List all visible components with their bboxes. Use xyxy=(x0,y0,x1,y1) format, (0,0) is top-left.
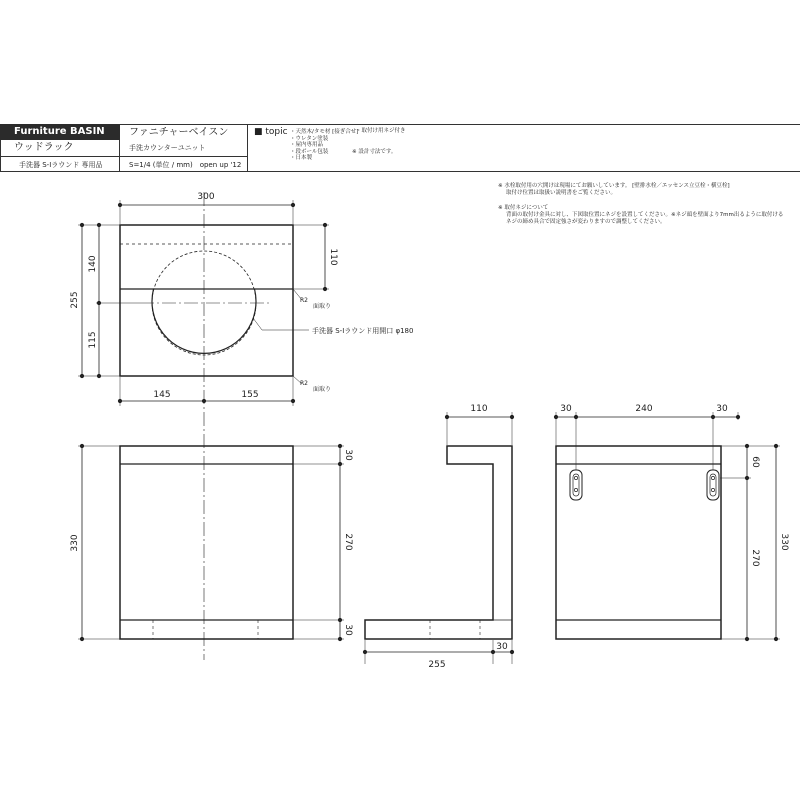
mount-bracket-left xyxy=(570,470,582,500)
note-line: ※ 取付ネジについて xyxy=(498,205,549,211)
dim-top-width: 300 xyxy=(197,192,215,202)
chamfer-label: 面取り xyxy=(313,303,332,310)
topic-heading: ■ topic xyxy=(254,127,288,137)
brand-label: Furniture BASIN xyxy=(0,124,120,140)
dim-top-lower: 115 xyxy=(88,331,98,349)
note-line: ネジの締め具合で固定強さが変わりますので調整してください。 xyxy=(506,219,666,225)
topic-item: ・ウレタン塗装 xyxy=(290,135,329,142)
r2-label: R2 xyxy=(300,297,308,304)
product-name: ウッドラック xyxy=(0,140,120,156)
note-line: ※ 水栓取付用の穴開けは現場にてお願いしています。 [壁排水栓／エッセンス立豆栓・横豆栓] xyxy=(498,183,730,189)
dim-back-270: 270 xyxy=(750,549,760,567)
dim-top-upper: 140 xyxy=(88,255,98,273)
opening-label: 手洗器 S-Iラウンド用開口 φ180 xyxy=(312,327,414,335)
note-line: 取付け位置は取扱い説明書をご覧ください。 xyxy=(506,190,617,196)
dim-top-right: 110 xyxy=(328,248,338,266)
topic-note-screws: ・取付け用ネジ付き xyxy=(356,128,406,134)
topic-item: ・日本製 xyxy=(290,155,313,162)
dim-back-mid: 240 xyxy=(635,404,653,414)
r2-label: R2 xyxy=(300,380,308,387)
topic-item: ・天然木/タモ材 [接ぎ合せ] xyxy=(290,129,359,135)
dim-bottom-right: 155 xyxy=(241,390,259,400)
dim-front-mid: 270 xyxy=(343,533,353,551)
topic-item: ・段ボール包装 xyxy=(290,148,329,155)
dim-top-height: 255 xyxy=(70,291,80,309)
back-outline xyxy=(556,446,721,639)
dim-front-height: 330 xyxy=(70,534,80,552)
back-view xyxy=(554,404,789,641)
note-line: 背面の取付け金具に対し、下図取位置にネジを設置してください。※ネジ頭を壁面より7mm出るように取付ける xyxy=(506,212,784,218)
top-view xyxy=(70,192,413,660)
product-subtitle: 手洗カウンターユニット xyxy=(120,140,248,156)
dim-side-thick: 30 xyxy=(496,642,508,652)
dim-back-60: 60 xyxy=(750,456,760,468)
dim-side-bottom: 255 xyxy=(428,660,446,670)
chamfer-label: 面取り xyxy=(313,386,332,393)
topic-label-text: topic xyxy=(265,127,288,137)
compat-label: 手洗器 S-Iラウンド 専用品 xyxy=(0,156,120,172)
front-view xyxy=(70,444,353,640)
side-outline xyxy=(365,446,512,639)
topic-item: ・屋内専用品 xyxy=(290,142,324,149)
dim-back-330: 330 xyxy=(779,533,789,551)
mount-bracket-right xyxy=(707,470,719,500)
dim-front-top: 30 xyxy=(343,449,353,461)
front-outline xyxy=(120,446,293,639)
scale-label: S=1/4 (単位 / mm) open up '12 xyxy=(120,156,248,172)
dim-front-bottom: 30 xyxy=(343,624,353,636)
dim-bottom-left: 145 xyxy=(153,390,171,400)
dim-back-right: 30 xyxy=(716,404,728,414)
dim-side-top: 110 xyxy=(470,404,488,414)
side-view xyxy=(363,404,513,670)
title-jp: ファニチャーベイスン xyxy=(120,124,248,140)
topic-note-design: ※ 設計寸法です。 xyxy=(352,149,397,155)
dim-back-left: 30 xyxy=(560,404,572,414)
